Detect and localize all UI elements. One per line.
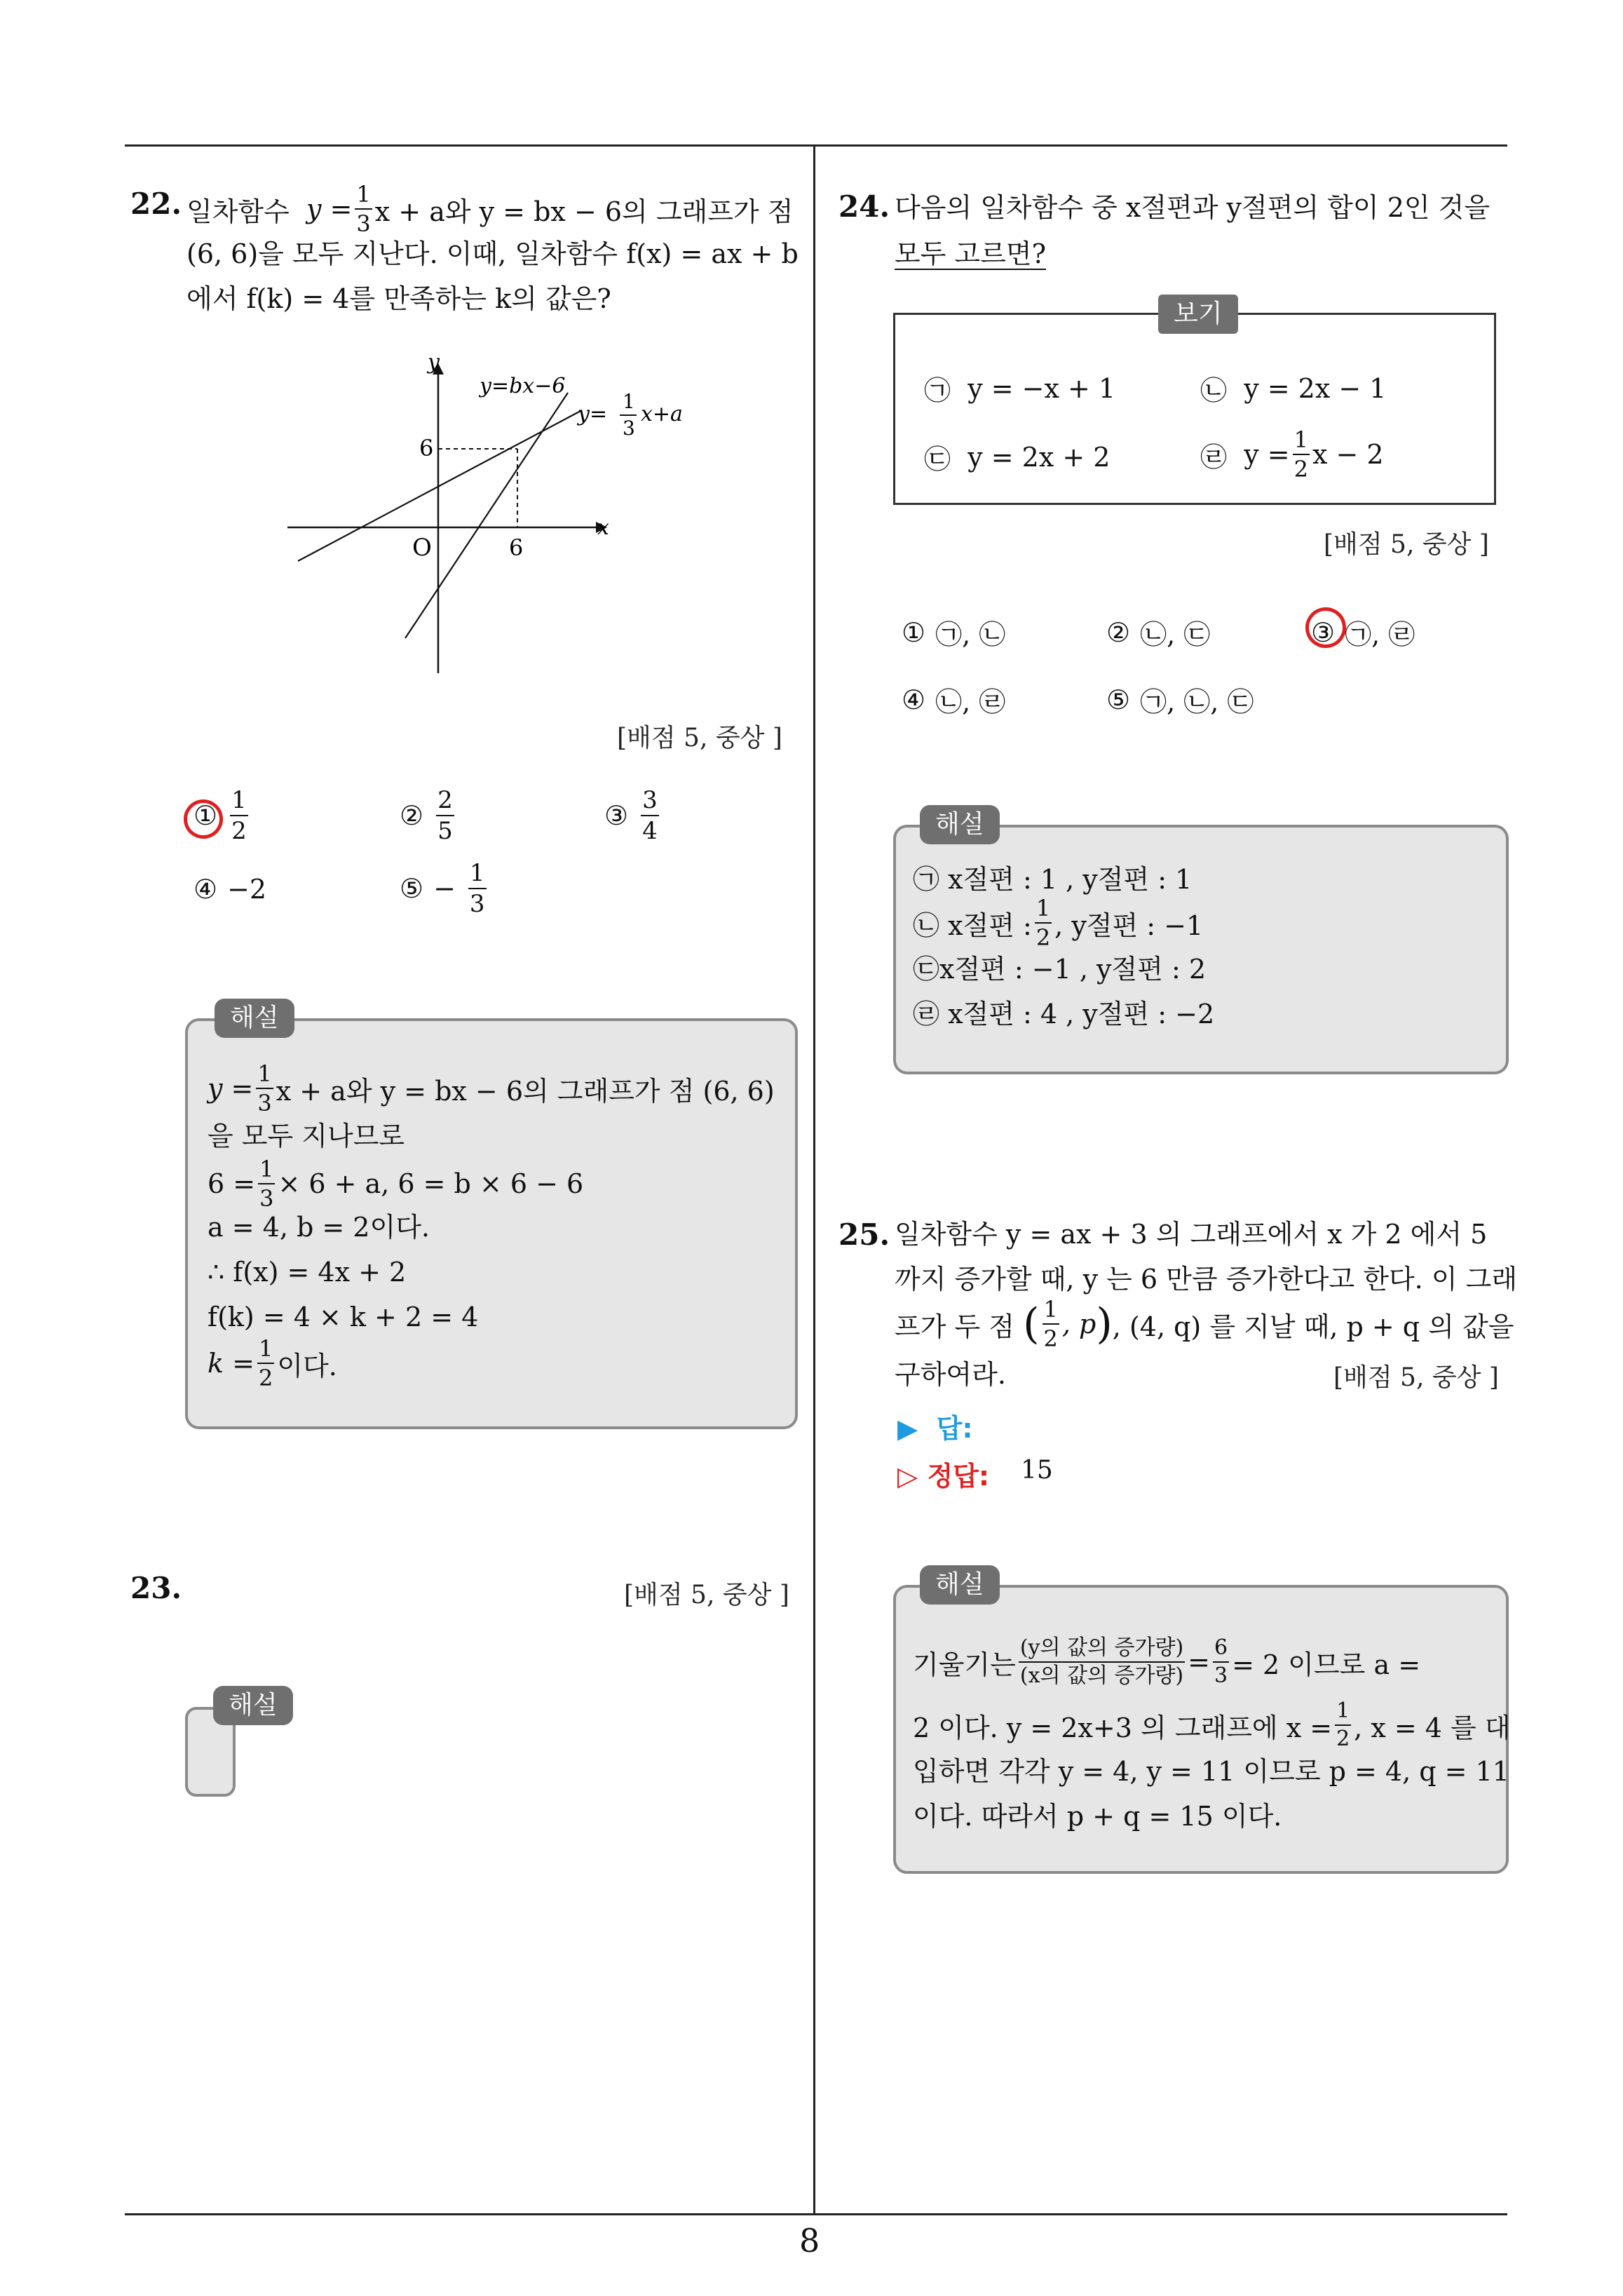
q22-sol-line7: k = $\frac{1}{2}$ 이다. (208, 1335, 337, 1391)
graph-line2-label-a: y= (578, 402, 608, 426)
q25-line2: 까지 증가할 때, y 는 6 만큼 증가한다고 한다. 이 그래 (895, 1264, 1518, 1295)
q23-number: 23. (130, 1571, 182, 1605)
q24-example-title: 보기 (1158, 295, 1238, 334)
q25-correct-label: ▷ 정답: (897, 1461, 990, 1492)
q24-choice-5[interactable]: ⑤ ㉠, ㉡, ㉢ (1106, 684, 1254, 717)
q25-score: [배점 5, 중상 ] (1333, 1363, 1499, 1392)
q22-fraction: $\frac{1}{3}$ (356, 181, 371, 237)
q22-sol-line2: 을 모두 지나므로 (208, 1121, 405, 1152)
q25-line1: 일차함수 y = ax + 3 의 그래프에서 x 가 2 에서 5 (895, 1219, 1488, 1250)
graph-line2-label-b: x+a (641, 402, 683, 426)
q23-score: [배점 5, 중상 ] (624, 1581, 789, 1609)
line-y-third-x-a (298, 410, 582, 561)
q25-sol-line4: 이다. 따라서 p + q = 15 이다. (913, 1801, 1282, 1832)
q22-graph (280, 351, 715, 687)
graph-line2-label-num: 1 (623, 390, 635, 413)
q24-sol-line4: ㉣ x절편 : 4 , y절편 : −2 (913, 999, 1215, 1029)
q22-choice-2[interactable]: ② $\frac{2}{5}$ (400, 786, 453, 845)
q24-choice-2[interactable]: ② ㉡, ㉢ (1106, 616, 1211, 650)
q22-score: [배점 5, 중상 ] (617, 724, 782, 752)
bottom-rule (125, 2213, 1507, 2215)
q22-line3: 에서 f(k) = 4를 만족하는 k의 값은? (186, 283, 611, 314)
q24-item-4: ㉣ y = $\frac{1}{2}$ x − 2 (1200, 426, 1384, 482)
q25-answer-label: ▶ 답: (897, 1413, 973, 1444)
graph-line1-label: y=bx−6 (480, 374, 566, 398)
q22-choice-3[interactable]: ③ $\frac{3}{4}$ (604, 786, 658, 845)
graph-tick-x: 6 (509, 534, 524, 561)
q24-choice-4[interactable]: ④ ㉡, ㉣ (902, 684, 1006, 717)
q25-line4: 구하여라. (895, 1359, 1006, 1390)
q22-number: 22. (130, 187, 182, 221)
graph-y-label: y (428, 351, 440, 374)
q22-line1: 일차함수 y = $\frac{1}{3}$ x + a와 y = bx − 6의 그래프가 점 (186, 181, 794, 237)
q22-choice-5[interactable]: ⑤ − $\frac{1}{3}$ (400, 859, 485, 918)
q22-choice-1[interactable]: ① $\frac{1}{2}$ (193, 786, 247, 845)
q24-number: 24. (838, 189, 890, 224)
q24-sol-line2: ㉡ x절편 : $\frac{1}{2}$ , y절편 : −1 (913, 895, 1204, 951)
q24-item-2: ㉡ y = 2x − 1 (1200, 372, 1387, 406)
q24-choice-3[interactable]: ③ ㉠, ㉣ (1311, 616, 1415, 650)
q25-sol-line1: 기울기는 $\frac{\text{(y의 값의 증가량)}}{\text{(x의 값의 증가량)}}$ = $\frac{6}{3}$ = 2 이므로 a = (913, 1635, 1421, 1688)
q23-solution-tab: 해설 (213, 1686, 293, 1725)
q25-line3: 프가 두 점 ( $\frac{1}{2}$ , p ) , (4, q) 를 지날 때, p + q 의 값을 (895, 1296, 1514, 1352)
q22-sol-line6: f(k) = 4 × k + 2 = 4 (208, 1302, 479, 1332)
q24-line2: 모두 고르면? (895, 238, 1046, 269)
q25-solution-tab: 해설 (920, 1565, 1000, 1605)
q24-item-3: ㉢ y = 2x + 2 (924, 441, 1111, 475)
graph-origin-label: O (412, 534, 432, 562)
q24-solution-tab: 해설 (920, 805, 1000, 844)
q24-choice-1[interactable]: ① ㉠, ㉡ (902, 616, 1006, 650)
page-number: 8 (799, 2222, 820, 2260)
q24-sol-line1: ㉠ x절편 : 1 , y절편 : 1 (913, 864, 1193, 895)
q22-choice-4[interactable]: ④ −2 (193, 874, 267, 905)
q22-sol-line1: y = $\frac{1}{3}$ x + a와 y = bx − 6의 그래프가 점 (6, 6) (208, 1060, 775, 1116)
line-y-bx-6 (405, 393, 568, 638)
q24-item-1: ㉠ y = −x + 1 (924, 372, 1116, 406)
q22-sol-line5: ∴ f(x) = 4x + 2 (208, 1257, 407, 1288)
graph-tick-y: 6 (419, 435, 434, 461)
q25-sol-line3: 입하면 각각 y = 4, y = 11 이므로 p = 4, q = 11 (913, 1756, 1509, 1787)
q24-line1: 다음의 일차함수 중 x절편과 y절편의 합이 2인 것을 (895, 192, 1490, 223)
q25-correct-value: 15 (1021, 1456, 1053, 1485)
q22-line2: (6, 6)을 모두 지난다. 이때, 일차함수 f(x) = ax + b (186, 238, 799, 269)
q22-sol-line4: a = 4, b = 2이다. (208, 1212, 430, 1243)
q25-sol-line2: 2 이다. y = 2x+3 의 그래프에 x = $\frac{1}{2}$ , x = 4 를 대 (913, 1699, 1511, 1751)
graph-x-label: x (597, 515, 609, 540)
q24-sol-line3: ㉢x절편 : −1 , y절편 : 2 (913, 954, 1207, 985)
q25-number: 25. (838, 1217, 890, 1252)
q22-solution-tab: 해설 (215, 999, 294, 1038)
q22-sol-line3: 6 = $\frac{1}{3}$ × 6 + a, 6 = b × 6 − 6 (208, 1156, 584, 1212)
graph-line2-label-den: 3 (623, 417, 635, 440)
q24-score: [배점 5, 중상 ] (1324, 530, 1489, 559)
top-rule (125, 144, 1507, 147)
column-divider (813, 144, 815, 2215)
